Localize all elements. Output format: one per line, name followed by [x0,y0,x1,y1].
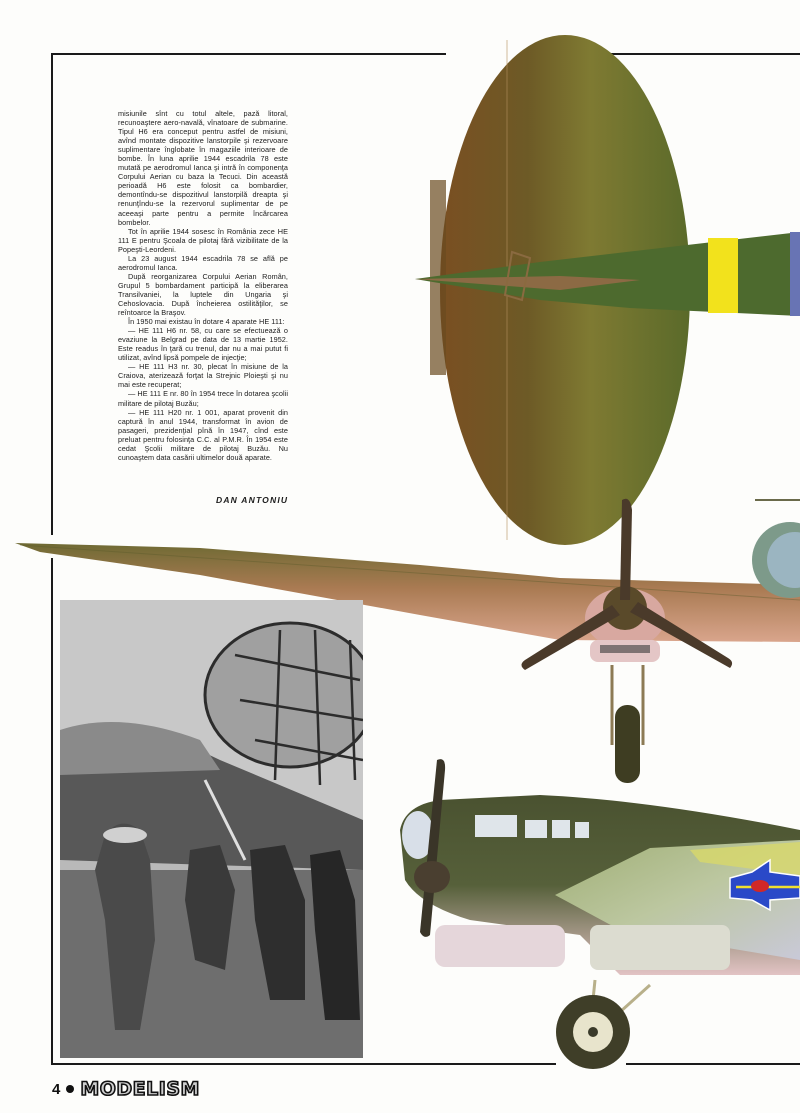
article-paragraph: Tot în aprilie 1944 sosesc în România zece HE 111 E pentru Şcoala de pilotaj fără vizibilitate de la Popeşti-Leordeni. [118,226,288,254]
glazed-nose-front [752,500,800,598]
article-list-item: — HE 111 E nr. 80 în 1954 trece în dotarea şcolii militare de pilotaj Buzău; [118,389,288,408]
article-paragraph: misiunile sînt cu totul altele, pază litoral, recunoaştere aero-navală, vînatoare de submarine. Tipul H6 era conceput pentru astfel de misiuni, avînd montate dispozitive lanstorpile şi rezervoare suplimentare înglobate în magaziile interioare de bombe. În luna aprilie 1944 escadrila 78 este mutată pe aerodromul Ianca şi intră în componenţa Corpului Aerian cu baza la Tecuci. Din această perioadă H6 este folosit ca bombardier, demontîndu-se dispozitivul lanstorpilă dreapta şi renunţîndu-se la rezervorul suplimentar de pe aceeaşi parte pentru a permite încărcarea bombelor. [118,109,288,227]
engine-front [522,499,733,783]
article-author: DAN ANTONIU [216,495,289,505]
article-list-item: — HE 111 H20 nr. 1 001, aparat provenit din captură în anul 1944, transformat în avion de pasageri, prezidenţial pînă în 1947, cînd este preluat pentru folosinţa C.C. al P.M.R. În 1954 este cedat Şcolii militare de pilotaj Buzău. Nu cunoaştem data casării ultimelor două aparate. [118,407,288,462]
frame-border-left [51,53,53,535]
frame-border-top [51,53,446,55]
article-body [118,109,288,462]
frame-border-bottom [51,1063,556,1065]
frame-border-left [51,558,53,1065]
magazine-logo: MODELISM [80,1078,200,1100]
fuselage-side [400,759,800,1069]
article-paragraph: La 23 august 1944 escadrila 78 se află pe aerodromul Ianca. [118,253,288,272]
page-footer [52,1078,200,1100]
frame-border-top [590,53,800,55]
bullet-icon [66,1085,74,1093]
article-list-item: — HE 111 H3 nr. 30, plecat în misiune de la Craiova, aterizează forţat la Strejnic Ploieşti şi nu mai este recuperat; [118,362,288,390]
article-paragraph: După reorganizarea Corpului Aerian Român, Grupul 5 bombardament participă la eliberarea Transilvaniei, la luptele din Ungaria şi Cehoslovacia. După încheierea ostilităţilor, se reîntoarce la Braşov. [118,271,288,318]
historical-photo [60,600,363,1058]
article-list-item: — HE 111 H6 nr. 58, cu care se efectuează o evaziune la Belgrad pe data de 13 martie 1952. Este readus în ţară cu trenul, dar nu a mai putut fi utilizat, avînd lipsă pompele de injecţie; [118,326,288,363]
article-paragraph: În 1950 mai existau în dotare 4 aparate HE 111: [128,317,285,327]
page-number: 4 [52,1080,61,1098]
frame-border-bottom [626,1063,800,1065]
tailplane [415,35,800,545]
